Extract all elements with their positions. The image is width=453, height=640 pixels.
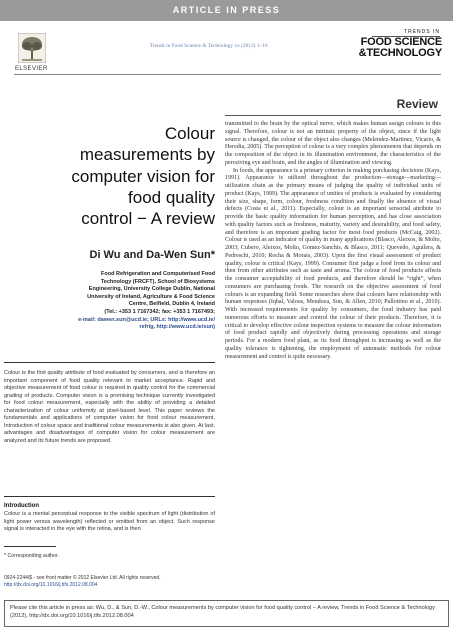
title-line: Colour xyxy=(164,124,215,143)
author-list: Di Wu and Da-Wen Sun* xyxy=(89,249,215,261)
header-divider xyxy=(14,74,441,75)
section-heading-introduction: Introduction xyxy=(4,503,39,509)
affiliation-line: Technology (FRCFT), School of Biosystems xyxy=(100,278,215,285)
body-paragraph: In foods, the appearance is a primary criterion in making purchasing decisions (Kays, 1991). Appearance is utilized throughout the production—storage—marketing—utilization chain as the primary means of judging the quality of individual units of product (Kays, 1999). The appearance of unities of products is evaluated by considering their size, shape, form, colour, freshness condition and finally the absence of visual defects (Costa et al., 2011). Especially, colour is an important sensorial attribute to provide the basic quality information for human perception, and has close association with quality factors such as freshness, maturity, variety and desirability, and food safety, and therefore is an important grading factor for most food products (McCaig, 2002). Colour is used as an indicator of quality in many applications (Blasco, Aleixos, & Molto, 2003; Cubero, Aleixos, Molto, Gomez-Sanchis, & Blasco, 2011; Quevedo, Aguilera, & Pedreschi, 2010; Rocha & Morais, 2003). Upon the first visual assessment of product quality, colour is critical (Kays, 1999). Consumer first judge a food from its colour and then from other attributes such as taste and aroma. The colour of food products affects the consumer acceptability of food products, and therefore should be “right”, when consumers are purchasing foods. The research on the objective assessment of food colours is an expanding field. Some researches show that colours have relationship with human responses (Iqbal, Valous, Mendoza, Sun, & Allen, 2010; Pallottino et al., 2010). With increased requirements for quality by consumers, the food industry has paid numerous efforts to measure and control the colour of their products. Therefore, it is critical to develop effective colour inspection systems to measure the colour information of food product rapidly and objectively during processing operations and storage periods. For a modern food plant, as its food throughput is increasing as well as the quality tolerance is tightening, the employment of automatic methods for colour measurement and control is quite necessary. xyxy=(225,167,441,360)
affiliation-line: Engineering, University College Dublin, National xyxy=(88,286,215,293)
intro-paragraph: Colour is a mental perceptual response to the visible spectrum of light (distribution of light power versus wavelength) reflected or emitted from an object. Such response signal is interacted in the eye with the retina, and is then xyxy=(4,511,215,533)
citation-box xyxy=(4,600,449,627)
affiliation-line: University of Ireland, Agriculture & Food Science xyxy=(87,293,215,300)
url-link[interactable]: refrig, http://www.ucd.ie/sun) xyxy=(139,324,215,331)
abstract xyxy=(4,370,215,445)
journal-citation-line: Trends in Food Science & Technology xx (2012) 1–16 xyxy=(150,43,268,49)
abstract-top-divider xyxy=(4,362,215,363)
article-type-divider xyxy=(225,115,441,116)
abstract-text: Colour is the first quality attribute of food evaluated by consumers, and is therefore an important component of food quality relevant to market acceptance. Rapid and objective measurement of food colour is required in quality control for the commercial grading of products. Computer vision is a promising technique currently investigated for food colour measurement, especially with the ability of providing a detailed characterization of colour uniformity at pixel-based level. This paper reviews the fundamentals and applications of computer vision for food colour measurement. Introduction of colour space and traditional colour measurements is also given. At last, advantages and disadvantages of computer vision for colour measurement are analyzed and its future trends are proposed. xyxy=(4,370,215,444)
publisher-name: ELSEVIER xyxy=(15,66,48,72)
article-in-press-banner: ARTICLE IN PRESS xyxy=(0,0,453,21)
citation-text[interactable]: Please cite this article in press as: Wu, D., & Sun, D.-W., Colour measurements by computer vision for food quality control − A review, Trends in Food Science & Technology (2012), http://dx.doi.org/10.1016/j.tifs.2012.08.004 xyxy=(10,605,435,619)
affiliation xyxy=(14,271,215,332)
email-link[interactable]: e-mail: dawen.sun@ucd.ie; URLs: http://www.ucd.ie/ xyxy=(78,316,215,323)
journal-logo-top: TRENDS IN xyxy=(372,29,440,37)
introduction-text xyxy=(4,511,215,534)
elsevier-tree-logo xyxy=(18,33,46,63)
copyright-line: 0924-2244/$ - see front matter © 2012 Elsevier Ltd. All rights reserved. xyxy=(4,575,161,581)
title-line: food quality xyxy=(128,187,215,207)
affiliation-line: (Tel.: +353 1 7167342; fax: +353 1 7167493; xyxy=(104,308,215,315)
journal-logo-line2: &TECHNOLOGY xyxy=(358,47,442,59)
journal-logo-line1: FOOD SCIENCE xyxy=(360,36,442,48)
affiliation-line: Centre, Belfield, Dublin 4, Ireland xyxy=(128,301,215,308)
abstract-bottom-divider xyxy=(4,496,215,497)
body-paragraph: transmitted to the brain by the optical nerve, which makes human assign colours to this signal. Therefore, colour is not an intrinsic property of the object, since if the light source is changed, the colour of the object also changes (Melendez-Martinez, Vicario, & Heredia, 2005). The perception of colour is a very complex phenomenon that depends on the composition of the object in its illumination environment, the characteristics of the perceiving eye and brain, and the angles of illumination and viewing. xyxy=(225,121,441,166)
title-line: computer vision for xyxy=(71,166,215,186)
journal-logo xyxy=(340,29,442,62)
title-line: control − A review xyxy=(81,209,215,229)
footnote-divider xyxy=(4,546,56,547)
corresponding-author-footnote: * Corresponding author. xyxy=(4,553,59,559)
body-right-column xyxy=(225,121,441,361)
doi-link[interactable]: http://dx.doi.org/10.1016/j.tifs.2012.08.004 xyxy=(4,581,98,588)
article-title xyxy=(14,123,215,229)
article-type-label: Review xyxy=(396,97,438,111)
copyright-block xyxy=(4,575,215,588)
title-line: measurements by xyxy=(79,145,215,165)
affiliation-line: Food Refrigeration and Computerised Food xyxy=(101,271,215,277)
